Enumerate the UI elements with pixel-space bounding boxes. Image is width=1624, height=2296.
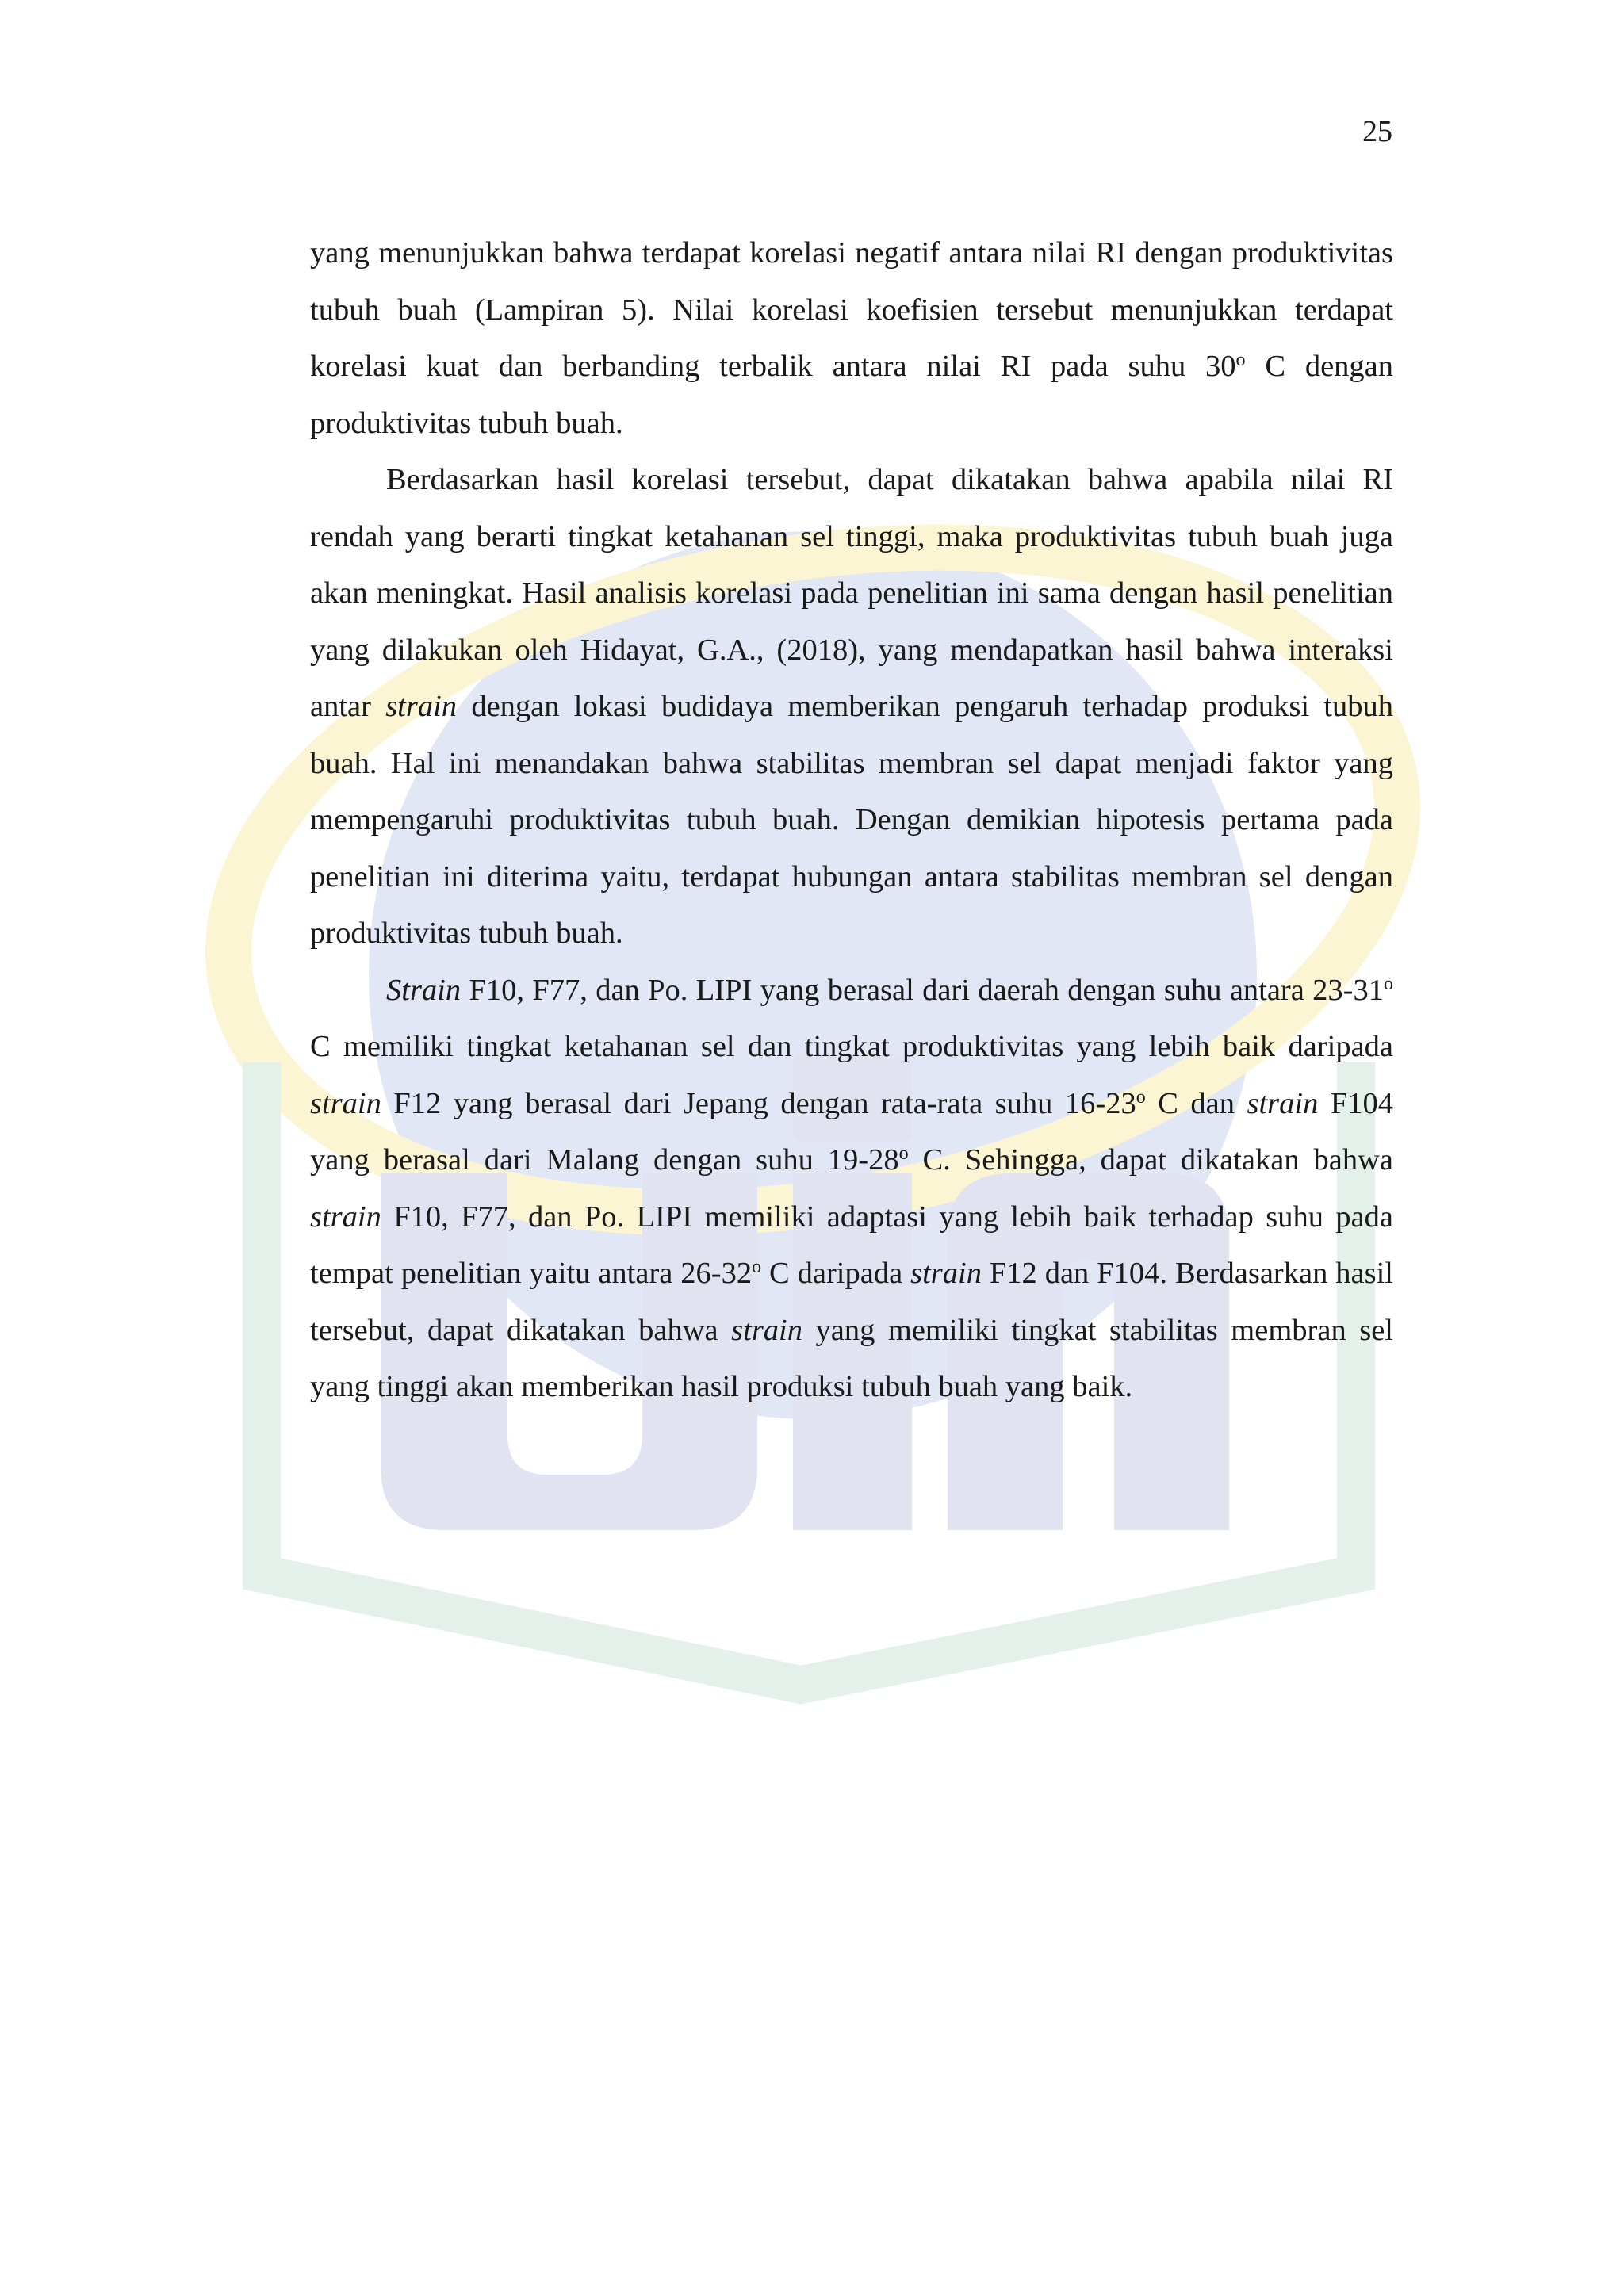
text-segment: C daripada xyxy=(761,1257,911,1290)
text-segment: C dan xyxy=(1145,1086,1247,1120)
italic-term: strain xyxy=(731,1313,802,1347)
text-segment: F104 yang berasal dari Malang dengan suhu 19-28 xyxy=(310,1086,1393,1177)
italic-term: Strain xyxy=(386,973,462,1007)
text-segment: C dengan produktivitas tubuh buah. xyxy=(310,350,1393,440)
text-segment: dengan lokasi budidaya memberikan pengaruh terhadap produksi tubuh buah. Hal ini menandakan bahwa stabilitas membran sel dapat menjadi faktor yang mempengaruhi produktivitas tubuh buah. Dengan demikian hipotesis pertama pada penelitian ini diterima yaitu, terdapat hubungan antara stabilitas membran sel dengan produktivitas tubuh buah. xyxy=(310,690,1393,950)
italic-term: strain xyxy=(910,1257,982,1290)
italic-term: strain xyxy=(310,1200,381,1234)
body-text xyxy=(310,225,1393,1416)
paragraph-2 xyxy=(310,452,1393,962)
text-segment: F10, F77, dan Po. LIPI memiliki adaptasi yang lebih baik terhadap suhu pada tempat penelitian yaitu antara 26-32 xyxy=(310,1200,1393,1290)
degree-superscript: o xyxy=(1384,973,1393,994)
page-number: 25 xyxy=(1362,115,1392,148)
text-segment: F10, F77, dan Po. LIPI yang berasal dari daerah dengan suhu antara 23-31 xyxy=(461,973,1384,1007)
degree-superscript: o xyxy=(1136,1086,1146,1108)
paragraph-1 xyxy=(310,225,1393,452)
text-segment: yang menunjukkan bahwa terdapat korelasi negatif antara nilai RI dengan produktivitas tubuh buah (Lampiran 5). Nilai korelasi koefisien tersebut menunjukkan terdapat korelasi kuat dan berbanding terbalik antara nilai RI pada suhu 30 xyxy=(310,236,1393,383)
text-segment: F12 dan F104. Berdasarkan hasil tersebut, dapat dikatakan bahwa xyxy=(310,1257,1393,1347)
degree-superscript: o xyxy=(1235,350,1246,370)
text-segment: C memiliki tingkat ketahanan sel dan tingkat produktivitas yang lebih baik daripada xyxy=(310,1030,1393,1063)
text-segment: yang memiliki tingkat stabilitas membran sel yang tinggi akan memberikan hasil produksi tubuh buah yang baik. xyxy=(310,1313,1393,1403)
paragraph-3 xyxy=(310,962,1393,1416)
degree-superscript: o xyxy=(898,1143,909,1164)
text-segment: Berdasarkan hasil korelasi tersebut, dapat dikatakan bahwa apabila nilai RI rendah yang berarti tingkat ketahanan sel tinggi, maka produktivitas tubuh buah juga akan meningkat. Hasil analisis korelasi pada penelitian ini sama dengan hasil penelitian yang dilakukan oleh Hidayat, G.A., (2018), yang mendapatkan hasil bahwa interaksi antar xyxy=(310,463,1393,723)
text-segment: C. Sehingga, dapat dikatakan bahwa xyxy=(908,1143,1393,1177)
text-segment: F12 yang berasal dari Jepang dengan rata-rata suhu 16-23 xyxy=(381,1086,1136,1120)
italic-term: strain xyxy=(385,690,458,723)
degree-superscript: o xyxy=(752,1257,762,1277)
italic-term: strain xyxy=(310,1086,381,1120)
italic-term: strain xyxy=(1247,1086,1319,1120)
